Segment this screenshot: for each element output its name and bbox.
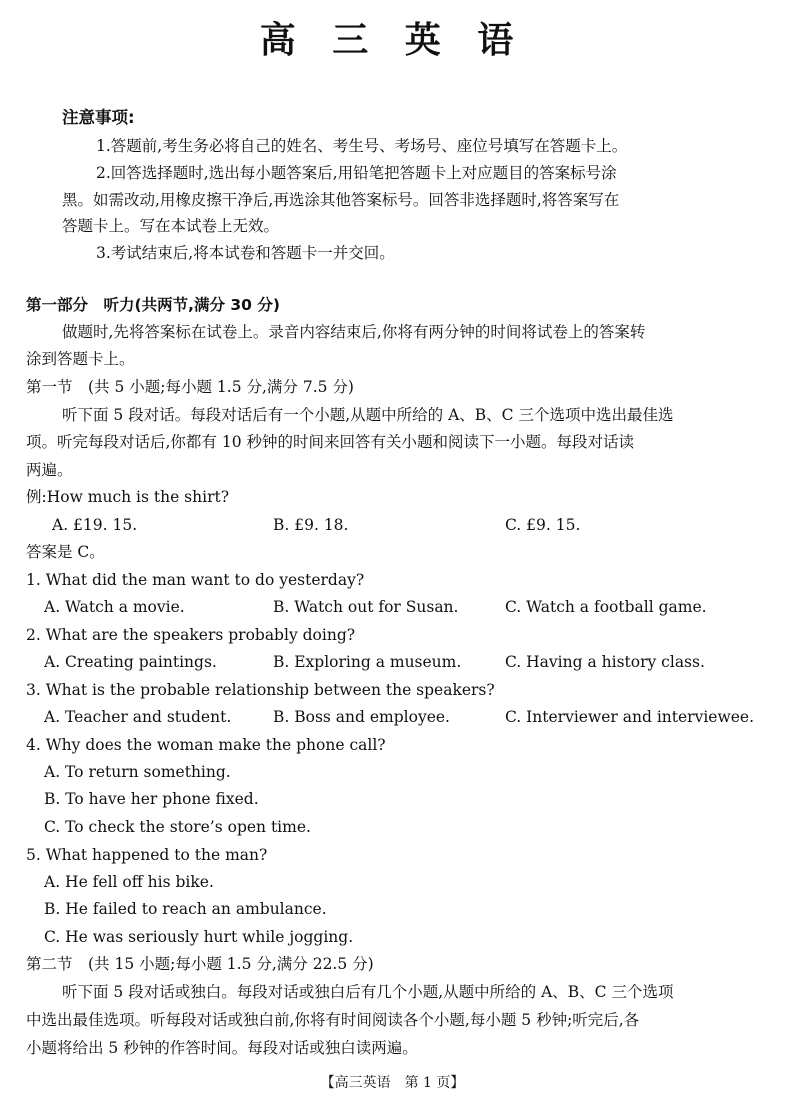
q4-option-b: B. To have her phone fixed. bbox=[44, 790, 259, 808]
q2-option-c: C. Having a history class. bbox=[505, 653, 705, 671]
page-footer: 【高三英语 第 1 页】 bbox=[320, 1075, 465, 1091]
q2-option-b: B. Exploring a museum. bbox=[273, 653, 462, 671]
q1-option-c: C. Watch a football game. bbox=[505, 598, 707, 616]
notes-line-2: 2.回答选择题时,选出每小题答案后,用铅笔把答题卡上对应题目的答案标号涂 bbox=[96, 164, 617, 182]
q2-option-a: A. Creating paintings. bbox=[44, 653, 217, 671]
notes-line-5: 3.考试结束后,将本试卷和答题卡一并交回。 bbox=[96, 244, 395, 262]
q3-option-b: B. Boss and employee. bbox=[273, 708, 450, 726]
part1-intro-2: 涂到答题卡上。 bbox=[26, 350, 135, 368]
notes-line-4: 答题卡上。写在本试卷上无效。 bbox=[62, 217, 280, 235]
example-option-b: B. £9. 18. bbox=[273, 516, 349, 534]
section1-heading: 第一节 (共 5 小题;每小题 1.5 分,满分 7.5 分) bbox=[26, 378, 354, 396]
question-5: 5. What happened to the man? bbox=[26, 846, 268, 864]
example-option-c: C. £9. 15. bbox=[505, 516, 581, 534]
section2-directions-2: 中选出最佳选项。听每段对话或独白前,你将有时间阅读各个小题,每小题 5 秒钟;听完后,各 bbox=[26, 1011, 640, 1029]
section2-directions-3: 小题将给出 5 秒钟的作答时间。每段对话或独白读两遍。 bbox=[26, 1039, 418, 1057]
notes-line-3: 黑。如需改动,用橡皮擦干净后,再选涂其他答案标号。回答非选择题时,将答案写在 bbox=[62, 191, 620, 209]
section1-directions-3: 两遍。 bbox=[26, 461, 73, 479]
question-2: 2. What are the speakers probably doing? bbox=[26, 626, 356, 644]
q1-option-a: A. Watch a movie. bbox=[44, 598, 185, 616]
q5-option-c: C. He was seriously hurt while jogging. bbox=[44, 928, 354, 946]
q1-option-b: B. Watch out for Susan. bbox=[273, 598, 459, 616]
part1-intro-1: 做题时,先将答案标在试卷上。录音内容结束后,你将有两分钟的时间将试卷上的答案转 bbox=[62, 323, 646, 341]
notes-line-1: 1.答题前,考生务必将自己的姓名、考生号、考场号、座位号填写在答题卡上。 bbox=[96, 137, 628, 155]
q4-option-c: C. To check the store’s open time. bbox=[44, 818, 311, 836]
q5-option-b: B. He failed to reach an ambulance. bbox=[44, 900, 327, 918]
question-3: 3. What is the probable relationship between the speakers? bbox=[26, 681, 495, 699]
section1-directions-1: 听下面 5 段对话。每段对话后有一个小题,从题中所给的 A、B、C 三个选项中选出最佳选 bbox=[62, 406, 674, 424]
notes-heading: 注意事项: bbox=[62, 108, 135, 127]
q3-option-a: A. Teacher and student. bbox=[44, 708, 232, 726]
example-answer: 答案是 C。 bbox=[26, 543, 105, 561]
page-title: 高 三 英 语 bbox=[259, 20, 526, 61]
example-question: 例:How much is the shirt? bbox=[26, 488, 230, 506]
q5-option-a: A. He fell off his bike. bbox=[44, 873, 214, 891]
q3-option-c: C. Interviewer and interviewee. bbox=[505, 708, 754, 726]
section1-directions-2: 项。听完每段对话后,你都有 10 秒钟的时间来回答有关小题和阅读下一小题。每段对话读 bbox=[26, 433, 635, 451]
part1-heading: 第一部分 听力(共两节,满分 30 分) bbox=[26, 296, 280, 314]
section2-heading: 第二节 (共 15 小题;每小题 1.5 分,满分 22.5 分) bbox=[26, 955, 374, 973]
section2-directions-1: 听下面 5 段对话或独白。每段对话或独白后有几个小题,从题中所给的 A、B、C 三个选项 bbox=[62, 983, 674, 1001]
q4-option-a: A. To return something. bbox=[44, 763, 231, 781]
question-1: 1. What did the man want to do yesterday? bbox=[26, 571, 365, 589]
question-4: 4. Why does the woman make the phone call? bbox=[26, 736, 386, 754]
example-option-a: A. £19. 15. bbox=[52, 516, 138, 534]
